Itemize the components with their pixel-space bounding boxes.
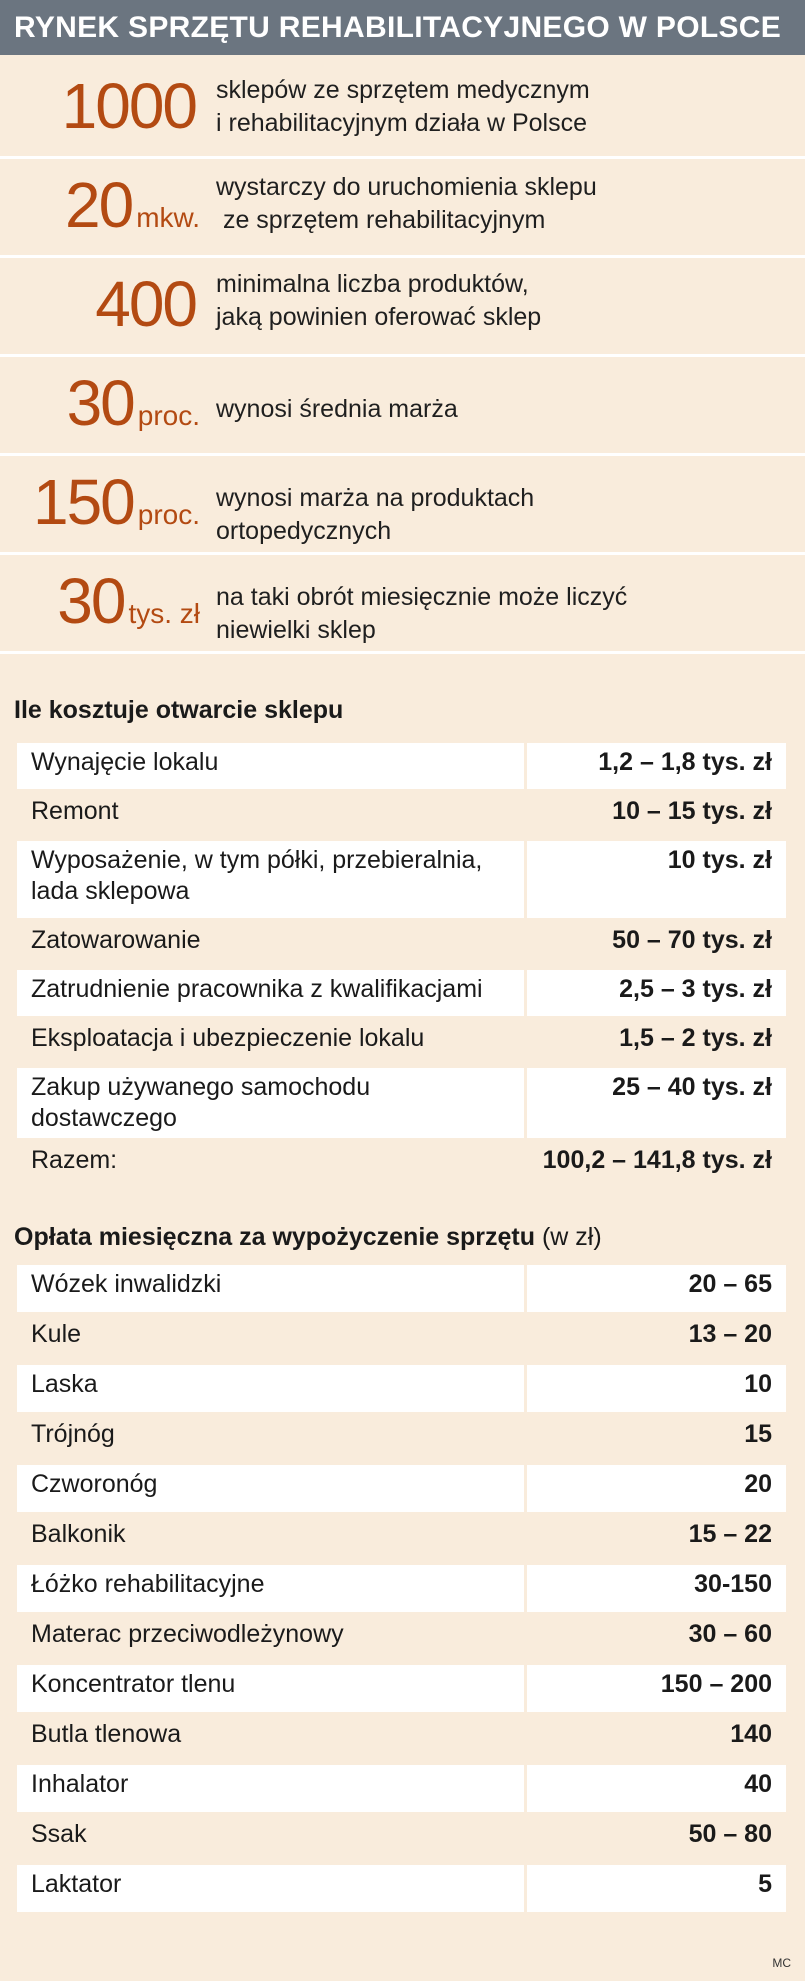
table-row: [16, 1714, 788, 1764]
stat-average-margin: [0, 357, 805, 456]
stat-area: [0, 159, 805, 258]
stat-desc-line2: i rehabilitacyjnym działa w Polsce: [216, 109, 587, 137]
stat-number: 400: [95, 268, 196, 340]
stat-number: 1000: [61, 70, 196, 142]
rental-value: 140: [526, 1714, 788, 1764]
rental-label: Kule: [16, 1314, 526, 1364]
rental-label: Koncentrator tlenu: [16, 1664, 526, 1714]
stat-unit: proc.: [137, 400, 200, 431]
stat-desc-line1: minimalna liczba produktów,: [216, 270, 529, 298]
table-row: [16, 1614, 788, 1664]
rental-title-text: Opłata miesięczna za wypożyczenie sprzętu: [14, 1223, 536, 1251]
table-row: [16, 1664, 788, 1714]
stat-desc-line1: wynosi marża na produktach: [216, 484, 535, 512]
cost-value: 2,5 – 3 tys. zł: [526, 969, 788, 1018]
cost-value: 25 – 40 tys. zł: [526, 1067, 788, 1140]
rental-value: 150 – 200: [526, 1664, 788, 1714]
table-row: [16, 840, 788, 920]
cost-label: Razem:: [16, 1140, 526, 1189]
rental-label: Laktator: [16, 1864, 526, 1914]
cost-value: 10 tys. zł: [526, 840, 788, 920]
cost-value: 10 – 15 tys. zł: [526, 791, 788, 840]
table-row: [16, 1464, 788, 1514]
stat-desc-line1: sklepów ze sprzętem medycznym: [216, 76, 590, 104]
stat-desc-line2: ortopedycznych: [216, 517, 392, 545]
rental-value: 30-150: [526, 1564, 788, 1614]
stat-products: [0, 258, 805, 357]
stat-number: 30: [57, 565, 125, 637]
table-row: [16, 1264, 788, 1314]
stat-turnover: [0, 555, 805, 654]
rental-value: 40: [526, 1764, 788, 1814]
stat-number: 30: [66, 367, 134, 439]
rental-value: 5: [526, 1864, 788, 1914]
cost-label: Zatowarowanie: [16, 920, 526, 969]
stat-desc-line1: na taki obrót miesięcznie może liczyć: [216, 583, 628, 611]
rental-label: Trójnóg: [16, 1414, 526, 1464]
rental-value: 50 – 80: [526, 1814, 788, 1864]
rental-value: 20 – 65: [526, 1264, 788, 1314]
table-row: [16, 1314, 788, 1364]
costs-title: Ile kosztuje otwarcie sklepu: [14, 696, 344, 724]
cost-label: Zakup używanego samochodu dostawczego: [16, 1067, 526, 1140]
cost-label: Wyposażenie, w tym półki, przebieralnia, lada sklepowa: [16, 840, 526, 920]
rental-label: Inhalator: [16, 1764, 526, 1814]
rental-value: 30 – 60: [526, 1614, 788, 1664]
stat-unit: proc.: [137, 499, 200, 530]
costs-table: [14, 740, 789, 1190]
cost-value: 50 – 70 tys. zł: [526, 920, 788, 969]
table-row: [16, 1814, 788, 1864]
rental-unit-note: (w zł): [541, 1223, 602, 1251]
cost-label: Wynajęcie lokalu: [16, 742, 526, 791]
infographic-title: RYNEK SPRZĘTU REHABILITACYJNEGO W POLSCE: [0, 0, 805, 55]
stat-shops: [0, 60, 805, 159]
rental-value: 13 – 20: [526, 1314, 788, 1364]
table-row: [16, 1414, 788, 1464]
rental-table: [14, 1262, 789, 1915]
cost-value: 100,2 – 141,8 tys. zł: [526, 1140, 788, 1189]
rental-value: 20: [526, 1464, 788, 1514]
rental-value: 15 – 22: [526, 1514, 788, 1564]
table-row: [16, 1864, 788, 1914]
rental-label: Ssak: [16, 1814, 526, 1864]
cost-label: Eksploatacja i ubezpieczenie lokalu: [16, 1018, 526, 1067]
rental-label: Materac przeciwodleżynowy: [16, 1614, 526, 1664]
table-row: [16, 1764, 788, 1814]
stat-desc-line2: niewielki sklep: [216, 616, 376, 644]
table-row: [16, 969, 788, 1018]
rental-value: 10: [526, 1364, 788, 1414]
table-row: [16, 920, 788, 969]
rental-label: Laska: [16, 1364, 526, 1414]
rental-label: Czworonóg: [16, 1464, 526, 1514]
cost-value: 1,5 – 2 tys. zł: [526, 1018, 788, 1067]
cost-label: Zatrudnienie pracownika z kwalifikacjami: [16, 969, 526, 1018]
rental-label: Wózek inwalidzki: [16, 1264, 526, 1314]
table-row: [16, 1140, 788, 1189]
author-credit: MC: [772, 1956, 791, 1970]
stat-number: 20: [65, 169, 133, 241]
rental-label: Butla tlenowa: [16, 1714, 526, 1764]
stat-desc-line1: wystarczy do uruchomienia sklepu: [216, 173, 597, 201]
stat-unit: tys. zł: [128, 598, 200, 629]
table-row: [16, 1514, 788, 1564]
table-row: [16, 742, 788, 791]
stat-unit: mkw.: [136, 202, 200, 233]
stat-number: 150: [32, 466, 134, 538]
rental-title: [14, 1223, 602, 1252]
table-row: [16, 1364, 788, 1414]
table-row: [16, 1018, 788, 1067]
stat-desc-line2: jaką powinien oferować sklep: [216, 303, 542, 331]
rental-label: Balkonik: [16, 1514, 526, 1564]
cost-label: Remont: [16, 791, 526, 840]
cost-value: 1,2 – 1,8 tys. zł: [526, 742, 788, 791]
rental-label: Łóżko rehabilitacyjne: [16, 1564, 526, 1614]
stat-desc-line1: wynosi średnia marża: [216, 395, 458, 423]
table-row: [16, 1564, 788, 1614]
table-row: [16, 791, 788, 840]
stat-orthopedic-margin: [0, 456, 805, 555]
stat-desc-line2: ze sprzętem rehabilitacyjnym: [216, 206, 546, 234]
table-row: [16, 1067, 788, 1140]
rental-value: 15: [526, 1414, 788, 1464]
